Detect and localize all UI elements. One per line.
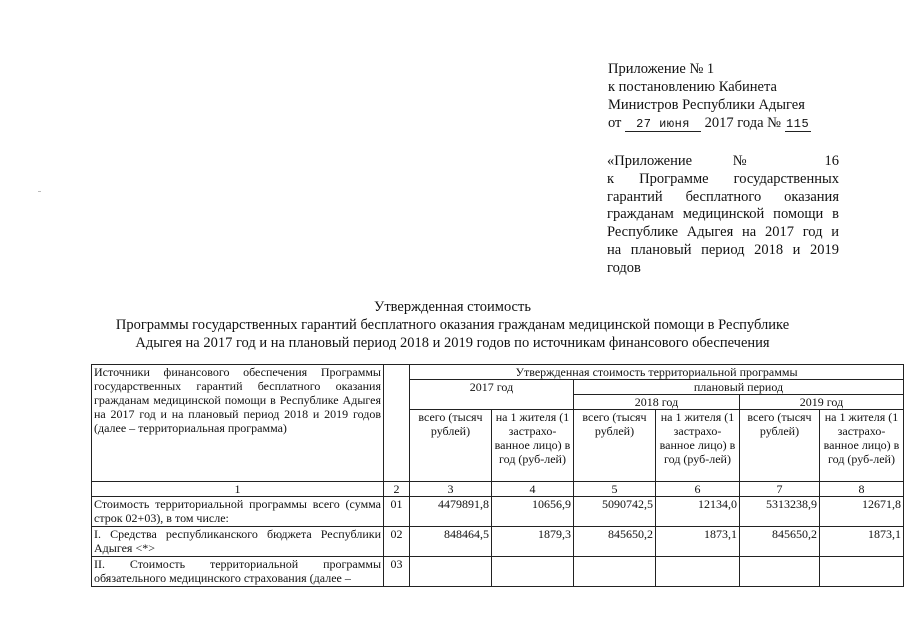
value-cell: 12134,0 xyxy=(656,497,740,527)
year-text: 2017 года № xyxy=(704,115,781,131)
table-row xyxy=(92,497,904,527)
appendix-16-line: гарантий бесплатного оказания xyxy=(607,188,839,205)
col-number: 2 xyxy=(384,482,410,497)
value-cell: 4479891,8 xyxy=(410,497,492,527)
appendix-1-line-3: Министров Республики Адыгея xyxy=(608,97,805,113)
value-cell: 12671,8 xyxy=(820,497,904,527)
value-cell: 845650,2 xyxy=(740,527,820,557)
value-cell: 1873,1 xyxy=(656,527,740,557)
year-2019-header: 2019 год xyxy=(740,395,904,410)
row-name: II. Стоимость территориальной программы обязательного медицинского страхования (далее – xyxy=(92,557,384,587)
column-number-row xyxy=(92,482,904,497)
handwritten-date: 27 июня xyxy=(625,118,701,132)
total-2018-header: всего (тысяч рублей) xyxy=(574,410,656,482)
title-line-2: Программы государственных гарантий бесплатного оказания гражданам медицинской помощи в Республике xyxy=(115,317,790,333)
document-title xyxy=(0,298,905,352)
value-cell xyxy=(492,557,574,587)
date-prefix: от xyxy=(608,115,622,131)
value-cell: 5090742,5 xyxy=(574,497,656,527)
per-capita-2019-header: на 1 жителя (1 застрахо-ванное лицо) в год (руб-лей) xyxy=(820,410,904,482)
value-cell: 845650,2 xyxy=(574,527,656,557)
appendix-1-title: Приложение № 1 xyxy=(608,61,715,77)
per-capita-2018-header: на 1 жителя (1 застрахо-ванное лицо) в год (руб-лей) xyxy=(656,410,740,482)
per-capita-2017-header: на 1 жителя (1 застрахо-ванное лицо) в год (руб-лей) xyxy=(492,410,574,482)
col-number: 4 xyxy=(492,482,574,497)
approved-cost-header: Утвержденная стоимость территориальной программы xyxy=(410,365,904,380)
handwritten-number: 115 xyxy=(786,117,810,131)
row-code: 01 xyxy=(384,497,410,527)
cost-table xyxy=(91,364,904,587)
planned-period-header: плановый период xyxy=(574,380,904,395)
header-row-1 xyxy=(92,365,904,380)
table-row xyxy=(92,557,904,587)
col-number: 8 xyxy=(820,482,904,497)
appendix-16-line: Республике Адыгея на 2017 год и xyxy=(607,224,839,241)
margin-mark xyxy=(38,191,41,192)
year-2018-header: 2018 год xyxy=(574,395,740,410)
value-cell xyxy=(574,557,656,587)
row-code: 02 xyxy=(384,527,410,557)
appendix-16-line: «Приложение № 16 xyxy=(607,153,839,169)
table-row xyxy=(92,527,904,557)
total-2019-header: всего (тысяч рублей) xyxy=(740,410,820,482)
appendix-16-line: гражданам медицинской помощи в xyxy=(607,206,839,223)
code-header xyxy=(384,365,410,482)
appendix-16-line: к Программе государственных xyxy=(607,170,839,187)
appendix-16-line: на плановый период 2018 и 2019 xyxy=(607,241,839,258)
col-number: 1 xyxy=(92,482,384,497)
value-cell: 5313238,9 xyxy=(740,497,820,527)
source-header: Источники финансового обеспечения Программы государственных гарантий бесплатного оказания гражданам медицинской помощи в Республике Адыгея на 2017 год и на плановый период 2018 и 2019 годов (далее – территориальная программа) xyxy=(92,365,384,482)
row-name: Стоимость территориальной программы всего (сумма строк 02+03), в том числе: xyxy=(92,497,384,527)
appendix-1-line-2: к постановлению Кабинета xyxy=(608,79,777,95)
row-name: I. Средства республиканского бюджета Республики Адыгея <*> xyxy=(92,527,384,557)
col-number: 6 xyxy=(656,482,740,497)
value-cell: 10656,9 xyxy=(492,497,574,527)
value-cell: 1873,1 xyxy=(820,527,904,557)
appendix-1-header xyxy=(608,60,811,132)
title-line-1: Утвержденная стоимость xyxy=(374,299,531,315)
value-cell xyxy=(820,557,904,587)
appendix-16-header xyxy=(607,153,839,278)
appendix-16-line: годов xyxy=(607,259,641,276)
value-cell xyxy=(410,557,492,587)
col-number: 7 xyxy=(740,482,820,497)
appendix-1-date-line xyxy=(608,114,811,132)
title-line-3: Адыгея на 2017 год и на плановый период 2018 и 2019 годов по источникам финансового обеспечения xyxy=(135,335,770,351)
value-cell: 1879,3 xyxy=(492,527,574,557)
col-number: 3 xyxy=(410,482,492,497)
value-cell xyxy=(740,557,820,587)
total-2017-header: всего (тысяч рублей) xyxy=(410,410,492,482)
value-cell xyxy=(656,557,740,587)
col-number: 5 xyxy=(574,482,656,497)
value-cell: 848464,5 xyxy=(410,527,492,557)
row-code: 03 xyxy=(384,557,410,587)
year-2017-header: 2017 год xyxy=(410,380,574,410)
